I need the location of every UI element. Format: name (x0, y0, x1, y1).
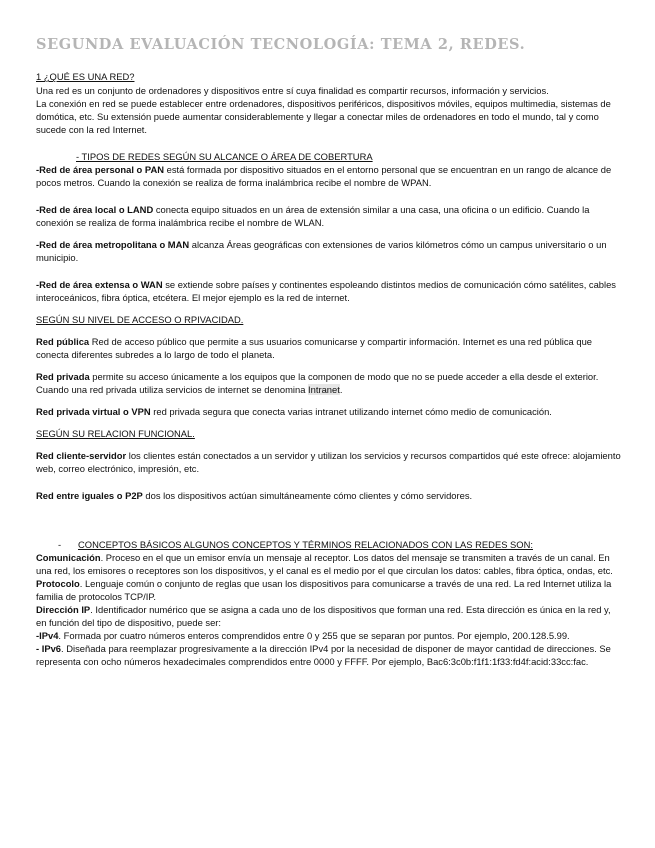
paragraph-pan: -Red de área personal o PAN está formada por dispositivo situados en el entorno personal que se encuentran en un rango de alcance de pocos metros. Cuando la conexión se realiza de forma inalámbrica recibe el nombre de WPAN. (36, 164, 612, 188)
paragraph-ipv4: -IPv4. Formada por cuatro números enteros comprendidos entre 0 y 255 que se separan por puntos. Por ejemplo, 200.128.5.99. (36, 630, 570, 641)
term-public-network: Red pública (36, 336, 90, 347)
paragraph-p2p: Red entre iguales o P2P dos los dispositivos actúan simultáneamente cómo clientes y cómo servidores. (36, 490, 473, 501)
paragraph-vpn: Red privada virtual o VPN red privada segura que conecta varias intranet utilizando internet cómo medio de comunicación. (36, 406, 552, 417)
term-vpn: Red privada virtual o VPN (36, 406, 151, 417)
paragraph-ipv6: - IPv6. Diseñada para reemplazar progresivamente a la dirección IPv4 por la necesidad de disponer de mayor cantidad de direcciones. Se representa con ocho números hexadecimales comprendidos entre 0000 y FFFF. Por ejemplo, Bac6:3c0b:f1f1:1f33:fd4f:acid:33cc:fac. (36, 643, 611, 667)
section-heading-access-level: SEGÚN SU NIVEL DE ACCESO O RPIVACIDAD. (36, 314, 244, 325)
term-pan: -Red de área personal o PAN (36, 164, 164, 175)
term-ipv6: - IPv6 (36, 643, 62, 654)
term-communication: Comunicación (36, 552, 101, 563)
term-client-server: Red cliente-servidor (36, 450, 127, 461)
document-body (36, 70, 621, 668)
paragraph-man: -Red de área metropolitana o MAN alcanza Áreas geográficas con extensiones de varios kilómetros cómo un campus universitario o un municipio. (36, 239, 607, 263)
term-private-network: Red privada (36, 371, 90, 382)
paragraph-network-definition: Una red es un conjunto de ordenadores y dispositivos entre sí cuya finalidad es compartir recursos, información y servicios. (36, 85, 549, 96)
term-wan: -Red de área extensa o WAN (36, 279, 163, 290)
highlighted-word-intranet: Intranet (308, 384, 340, 395)
paragraph-public-network: Red pública Red de acceso público que permite a sus usuarios comunicarse y compartir información. Internet es una red pública que conecta diferentes subredes a lo largo de todo el planeta. (36, 336, 593, 360)
section-heading-what-is-network: 1 ¿QUÉ ES UNA RED? (36, 71, 135, 82)
paragraph-communication: Comunicación. Proceso en el que un emisor envía un mensaje al receptor. Los datos del mensaje se transmiten a través de un canal. En una red, los emisores o receptores son los dispositivos, y el canal es el medio por el que circulan los datos: cables, fibra óptica, ondas, etc. (36, 552, 613, 576)
term-man: -Red de área metropolitana o MAN (36, 239, 190, 250)
paragraph-ip-address: Dirección IP. Identificador numérico que se asigna a cada uno de los dispositivos que forman una red. Esta dirección es única en la red y, en función del tipo de dispositivo, puede ser: (36, 604, 611, 628)
paragraph-wan: -Red de área extensa o WAN se extiende sobre países y continentes espoleando distintos medios de comunicación cómo satélites, cables interoceánicos, fibra óptica, etcétera. El mejor ejemplo es la red de internet. (36, 279, 616, 303)
document-title: SEGUNDA EVALUACIÓN TECNOLOGÍA: TEMA 2, REDES. (36, 36, 526, 53)
paragraph-private-network: Red privada permite su acceso únicamente a los equipos que la componen de modo que no se puede acceder a ella desde el exterior. Cuando una red privada utiliza servicios de internet se denomina Intranet. (36, 371, 599, 395)
term-ipv4: -IPv4 (36, 630, 59, 641)
section-heading-coverage-types: - TIPOS DE REDES SEGÚN SU ALCANCE O ÁREA DE COBERTURA (76, 151, 373, 162)
paragraph-protocol: Protocolo. Lenguaje común o conjunto de reglas que usan los dispositivos para comunicarse a través de una red. La red Internet utiliza la familia de protocolos TCP/IP. (36, 578, 612, 602)
section-heading-basic-concepts (36, 538, 621, 551)
term-lan: -Red de área local o LAND (36, 204, 154, 215)
term-protocol: Protocolo (36, 578, 80, 589)
term-ip-address: Dirección IP (36, 604, 91, 615)
section-heading-functional-relation: SEGÚN SU RELACION FUNCIONAL. (36, 428, 195, 439)
bullet-dash: - (58, 539, 62, 550)
paragraph-client-server: Red cliente-servidor los clientes están conectados a un servidor y utilizan los servicios y recursos compartidos qué este ofrece: alojamiento web, correo electrónico, impresión, etc. (36, 450, 621, 474)
basic-concepts-heading-text: CONCEPTOS BÁSICOS ALGUNOS CONCEPTOS Y TÉRMINOS RELACIONADOS CON LAS REDES SON: (78, 539, 533, 550)
term-p2p: Red entre iguales o P2P (36, 490, 143, 501)
paragraph-network-connection: La conexión en red se puede establecer entre ordenadores, dispositivos periféricos, dispositivos móviles, equipos multimedia, sistemas de domótica, etc. Su extensión puede aumentar considerablemente y llegar a conectar miles de ordenadores en todo el mundo, tal y como sucede con la red Internet. (36, 98, 611, 135)
paragraph-lan: -Red de área local o LAND conecta equipo situados en un área de extensión similar a una casa, una oficina o un edificio. Cuando la conexión se realiza de forma inalámbrica recibe el nombre de WLAN. (36, 204, 590, 228)
